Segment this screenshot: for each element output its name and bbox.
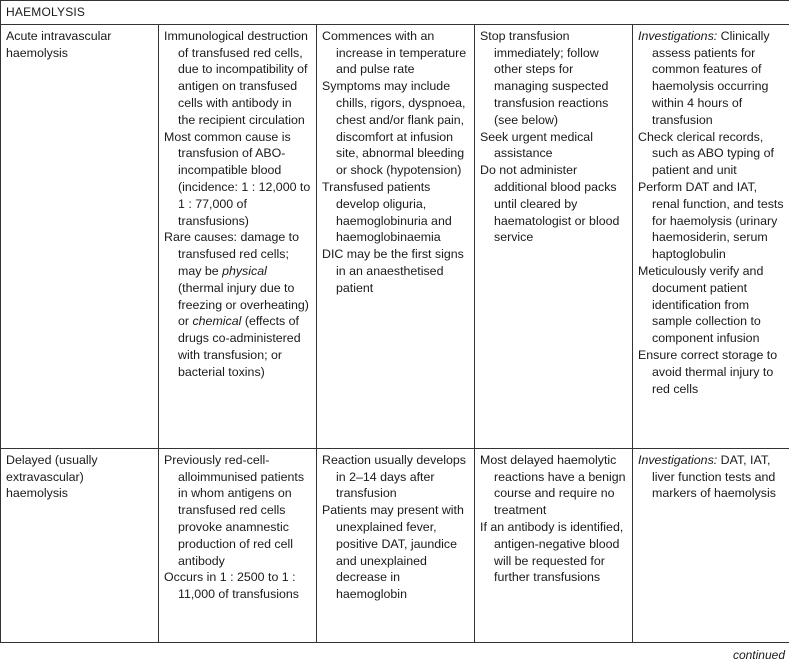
list-item: Transfused patients develop oliguria, haemoglobinuria and haemoglobinaemia <box>322 179 469 246</box>
reaction-type-line: haemolysis <box>6 486 68 500</box>
investigations-label: Investigations: <box>638 453 717 467</box>
reaction-type-cell <box>1 24 159 448</box>
italic-term: chemical <box>192 314 241 328</box>
list-item: Commences with an increase in temperature and pulse rate <box>322 28 469 78</box>
cause-cell <box>159 448 317 642</box>
list-item: Occurs in 1 : 2500 to 1 : 11,000 of transfusions <box>164 569 311 603</box>
list-item: Ensure correct storage to avoid thermal injury to red cells <box>638 347 784 397</box>
investigations-label: Investigations: <box>638 29 717 43</box>
presentation-cell <box>317 24 475 448</box>
reaction-type-line: Delayed (usually <box>6 453 98 467</box>
list-item: Symptoms may include chills, rigors, dyspnoea, chest and/or flank pain, discomfort at infusion site, abnormal bleeding or shock (hypotension) <box>322 78 469 179</box>
list-item: Do not administer additional blood packs until cleared by haematologist or blood service <box>480 162 627 246</box>
cause-cell <box>159 24 317 448</box>
list-item: Investigations: DAT, IAT, liver function tests and markers of haemolysis <box>638 452 784 502</box>
investigation-cell <box>633 24 789 448</box>
section-title: HAEMOLYSIS <box>1 1 789 25</box>
list-item: Meticulously verify and document patient identification from sample collection to component infusion <box>638 263 784 347</box>
management-cell <box>475 24 633 448</box>
presentation-cell <box>317 448 475 642</box>
list-item: Investigations: Clinically assess patients for common features of haemolysis occurring within 4 hours of transfusion <box>638 28 784 129</box>
list-item: Most delayed haemolytic reactions have a benign course and require no treatment <box>480 452 627 519</box>
reaction-type-line: haemolysis <box>6 46 68 60</box>
list-item: Patients may present with unexplained fever, positive DAT, jaundice and unexplained decrease in haemoglobin <box>322 502 469 603</box>
reaction-type-line: Acute intravascular <box>6 29 111 43</box>
list-item: Immunological destruction of transfused red cells, due to incompatibility of antigen on transfused cells with antibody in the recipient circulation <box>164 28 311 129</box>
list-item: Check clerical records, such as ABO typing of patient and unit <box>638 129 784 179</box>
list-item: Seek urgent medical assistance <box>480 129 627 163</box>
list-item: Previously red-cell-alloimmunised patients in whom antigens on transfused red cells provoke anamnestic production of red cell antibody <box>164 452 311 570</box>
section-header-row <box>1 1 789 25</box>
investigation-cell <box>633 448 789 642</box>
list-item: Rare causes: damage to transfused red cells; may be physical (thermal injury due to freezing or overheating) or chemical (effects of drugs co-administered with transfusion; or bacterial toxins) <box>164 229 311 380</box>
reaction-type-cell <box>1 448 159 642</box>
list-item: Reaction usually develops in 2–14 days after transfusion <box>322 452 469 502</box>
table-row <box>1 448 789 642</box>
management-cell <box>475 448 633 642</box>
reaction-type-line: extravascular) <box>6 470 84 484</box>
list-item: If an antibody is identified, antigen-negative blood will be requested for further transfusions <box>480 519 627 586</box>
table-row <box>1 24 789 448</box>
list-item: DIC may be the first signs in an anaesthetised patient <box>322 246 469 296</box>
list-item: Most common cause is transfusion of ABO-incompatible blood (incidence: 1 : 12,000 to 1 : 77,000 of transfusions) <box>164 129 311 230</box>
continued-note: continued <box>733 647 785 664</box>
list-item: Perform DAT and IAT, renal function, and tests for haemolysis (urinary haemosiderin, serum haptoglobulin <box>638 179 784 263</box>
list-item: Stop transfusion immediately; follow other steps for managing suspected transfusion reactions (see below) <box>480 28 627 129</box>
italic-term: physical <box>222 264 267 278</box>
